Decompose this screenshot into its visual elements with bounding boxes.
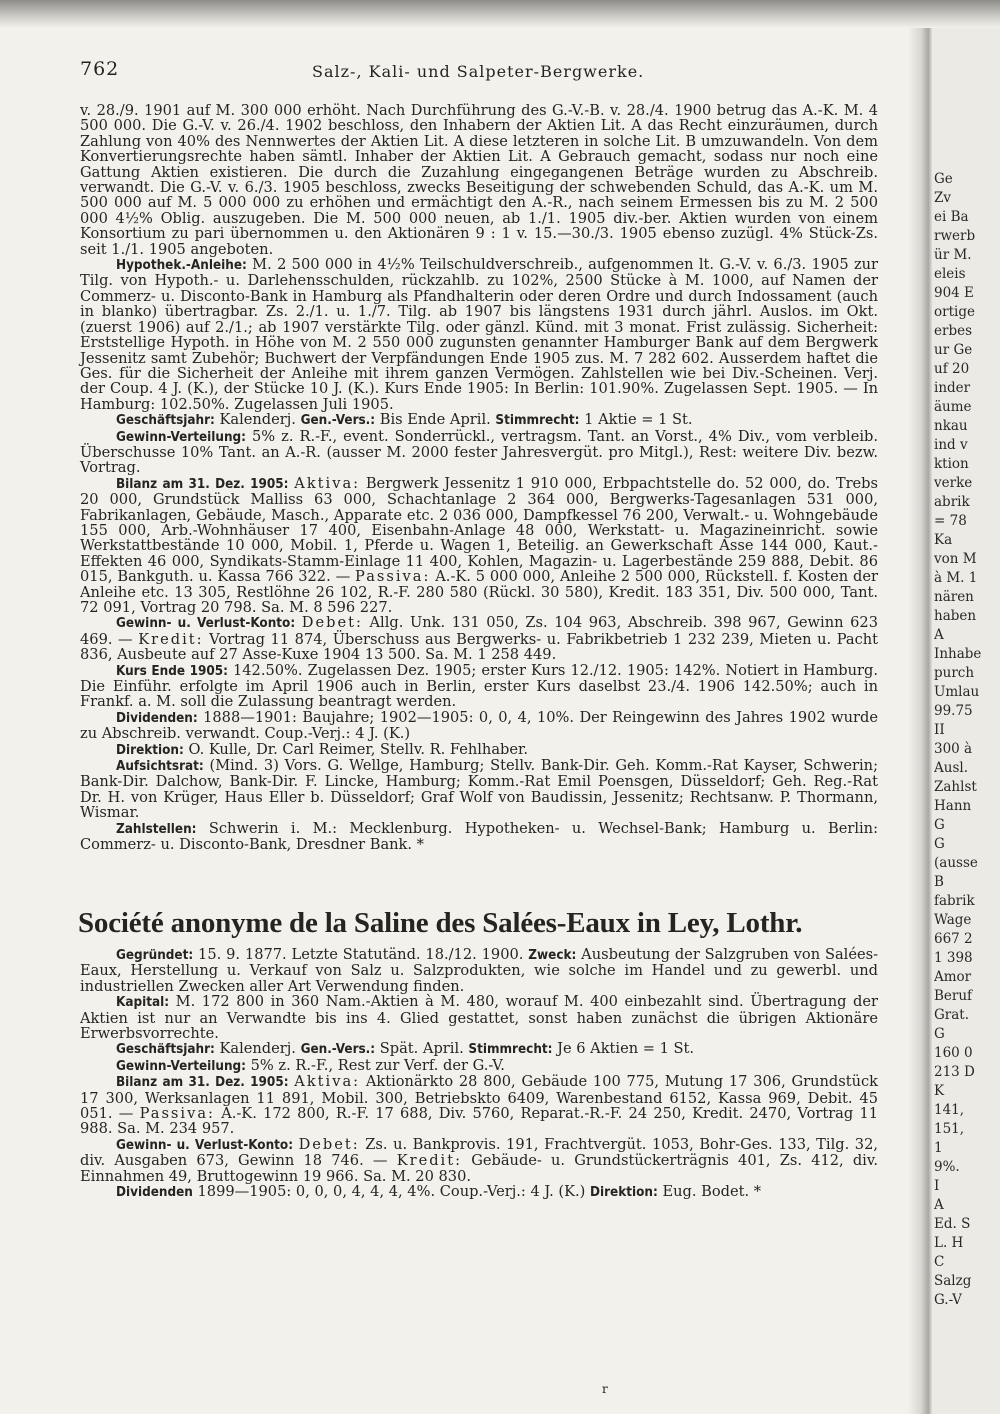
adjacent-fragment: haben <box>934 608 977 624</box>
bilanz-passiva: A.-K. 5 000 000, Anleihe 2 500 000, Rückstell. f. Kosten der Anleihe etc. 13 305, Restlöhne 26 102, R.-F. 280 580 (Rückl. 30 580), Kredit. 183 351, Div. 500 000, Tant. 72 091, Vortrag 20 798. Sa. M. 8 596 227. <box>80 568 879 616</box>
adjacent-fragment: nkau <box>934 418 968 434</box>
meeting-info-line <box>80 412 878 428</box>
section-label: Direktion: <box>589 1185 658 1201</box>
section-label: Geschäftsjahr: <box>116 1042 215 1058</box>
guv-debet: Allg. Unk. 131 050, Zs. 104 963, Abschreib. 398 967, Gewinn 623 469. — <box>80 614 878 648</box>
adjacent-fragment: nären <box>934 589 974 605</box>
adjacent-fragment: inder <box>934 380 971 396</box>
section-label: Bilanz am 31. Dez. 1905: <box>116 1075 289 1091</box>
section-label: Geschäftsjahr: <box>116 413 215 429</box>
kapital-section <box>80 994 878 1041</box>
zahlstellen-section <box>80 821 878 853</box>
adjacent-page-fragments <box>934 170 1000 1414</box>
bilanz-section <box>80 1074 878 1137</box>
adjacent-fragment: eleis <box>934 266 966 282</box>
section-text: Ausbeutung der Salzgruben von Salées-Eaux, Herstellung u. Verkauf von Salz u. Salzprodukten, wie solche im Handel und zu gewerbl. und industriellen Zwecken aller Art Verwendung finden. <box>80 946 879 995</box>
adjacent-fragment: C <box>934 1254 945 1270</box>
adjacent-fragment: rwerb <box>934 228 976 244</box>
adjacent-fragment: Beruf <box>934 988 973 1004</box>
section-label: Gewinn- u. Verlust-Konto: <box>116 1137 294 1153</box>
adjacent-fragment: ür M. <box>934 247 972 263</box>
running-title: Salz-, Kali- und Salpeter-Bergwerke. <box>312 62 645 81</box>
adjacent-fragment: Ge <box>934 171 953 187</box>
adjacent-fragment: A <box>934 1197 944 1213</box>
adjacent-fragment: 904 E <box>934 285 974 301</box>
adjacent-fragment: 160 0 <box>934 1045 973 1061</box>
direktion-section <box>80 742 878 758</box>
kredit-label: Kredit: <box>396 1152 463 1170</box>
section-label: Stimmrecht: <box>495 413 580 429</box>
section-label: Zahlstellen: <box>116 821 197 837</box>
adjacent-fragment: Ausl. <box>934 760 968 776</box>
adjacent-fragment: I <box>934 1178 940 1194</box>
adjacent-fragment: = 78 <box>934 513 967 529</box>
adjacent-fragment: 141, <box>934 1102 965 1118</box>
section-text: M. 172 800 in 360 Nam.-Aktien à M. 480, worauf M. 400 einbezahlt sind. Übertragung der Aktien ist nur an Verwandte bis ins 4. Glied gestattet, sonst haben zunächst die übrigen Aktionäre Erwerbsvorrechte. <box>80 993 878 1043</box>
adjacent-fragment: 9%. <box>934 1159 960 1175</box>
section-text: 5% z. R.-F., event. Sonderrückl., vertragsm. Tant. an Vorst., 4% Div., vom verbleib. Überschusse 10% Tant. an A.-R. (ausser M. 2000 fester Jahresvergüt. pro Mitgl.), Rest: weitere Div. bezw. Vortrag. <box>80 427 878 477</box>
adjacent-fragment: L. H <box>934 1235 964 1251</box>
adjacent-fragment: II <box>934 722 945 738</box>
adjacent-fragment: A <box>934 627 944 643</box>
debet-label: Debet: <box>298 1135 360 1153</box>
adjacent-fragment: Hann <box>934 798 972 814</box>
adjacent-fragment: abrik <box>934 494 970 510</box>
debet-label: Debet: <box>301 614 363 632</box>
section-text: Kalenderj. <box>219 1040 296 1058</box>
page-gutter-shadow <box>908 0 932 1414</box>
adjacent-fragment: G.-V <box>934 1292 962 1308</box>
adjacent-fragment: Amor <box>934 969 972 985</box>
section-text: (Mind. 3) Vors. G. Wellge, Hamburg; Stellv. Bank-Dir. Geh. Komm.-Rat Kayser, Schwerin; Bank-Dir. Dalchow, Bank-Dir. F. Lincke, Hamburg; Komm.-Rat Emil Poensgen, Düsseldorf; Geh. Reg.-Rat Dr. H. von Krüger, Haus Eller b. Düsseldorf; Graf Wolf von Baudissin, Jessenitz; Rechtsanw. P. Thormann, Wismar. <box>80 757 878 822</box>
section-label: Gen.-Vers.: <box>300 1042 376 1058</box>
adjacent-fragment: 151, <box>934 1121 965 1137</box>
adjacent-fragment: 667 2 <box>934 931 973 947</box>
company-title: Société anonyme de la Saline des Salées-Eaux in Ley, Lothr. <box>78 907 803 939</box>
adjacent-fragment: äume <box>934 399 972 415</box>
adjacent-fragment: 1 398 <box>934 950 973 966</box>
gewinn-verlust-section <box>80 615 878 662</box>
section-text: M. 2 500 000 in 4½% Teilschuldverschreib., aufgenommen lt. G.-V. v. 6./3. 1905 zur Tilg. von Hypoth.- u. Darlehensschulden, rückzahlb. zu 102%, 2500 Stücke à M. 1000, auf Namen der Commerz- u. Disconto-Bank in Hamburg als Pfandhalterin oder deren Ordre und durch Indossament (auch in blanko) übertragbar. Zs. 2./1. u. 1./7. Tilg. ab 1907 bis längstens 1931 durch jährl. Auslos. im Okt. (zuerst 1906) auf 2./1.; ab 1907 verstärkte Tilg. oder gänzl. Künd. mit 3 monat. Frist zulässig. Sicherheit: Erststellige Hypoth. in Höhe von M. 2 550 000 zugunsten genannter Hamburger Bank auf dem Bergwerk Jessenitz samt Zubehör; Buchwert der Verpfändungen Ende 1905 zus. M. 7 282 602. Ausserdem haftet die Ges. für die Sicherheit der Anleihe mit ihrem ganzen Vermögen. Zahlstellen wie bei Div.-Scheinen. Verj. der Coup. 4 J. (K.), der Stücke 10 J. (K.). Kurs Ende 1905: In Berlin: 101.90%. Zugelassen Sept. 1905. — In Hamburg: 102.50%. Zugelassen Juli 1905. <box>80 256 879 413</box>
adjacent-fragment: uf 20 <box>934 361 970 377</box>
passiva-label: Passiva: <box>355 568 431 586</box>
adjacent-fragment: 99.75 <box>934 703 973 719</box>
section-label: Kurs Ende 1905: <box>116 663 228 679</box>
dividenden-direktion-section <box>80 1184 878 1200</box>
page-mark: r <box>602 1382 608 1396</box>
intro-paragraph: v. 28./9. 1901 auf M. 300 000 erhöht. Nach Durchführung des G.-V.-B. v. 28./4. 1900 betrug das A.-K. M. 4 500 000. Die G.-V. v. 26./4. 1902 beschloss, den Inhabern der Aktien Lit. A das Recht einzuräumen, durch Zahlung von 40% des Nennwertes der Aktien Lit. A diese letzteren in solche Lit. B umzuwandeln. Von dem Konvertierungsrechte haben sämtl. Inhaber der Aktien Lit. A Gebrauch gemacht, sodass nur noch eine Gattung Aktien existieren. Die durch die Zuzahlung eingegangenen Beträge wurden zu Abschreib. verwandt. Die G.-V. v. 6./3. 1905 beschloss, zwecks Beseitigung der schwebenden Schuld, das A.-K. um M. 500 000 auf M. 5 000 000 zu erhöhen und ermächtigt den A.-R., nach seinem Ermessen bis zu M. 2 500 000 4½% Oblig. auszugeben. Die M. 500 000 neuen, ab 1./1. 1905 div.-ber. Aktien wurden von einem Konsortium zu pari übernommen u. den Aktionären 9 : 1 v. 15.—30./3. 1905 ebenso zuzügl. 4% Stück-Zs. seit 1./1. 1905 angeboten. <box>80 102 878 258</box>
adjacent-fragment: verke <box>934 475 973 491</box>
section-text: O. Kulle, Dr. Carl Reimer, Stellv. R. Fehlhaber. <box>188 740 529 758</box>
section-label: Kapital: <box>116 995 170 1011</box>
adjacent-fragment: ktion <box>934 456 969 472</box>
section-label: Direktion: <box>116 742 184 758</box>
dividenden-section <box>80 710 878 742</box>
gewinn-verlust-section <box>80 1137 878 1184</box>
section-text: 1899—1905: 0, 0, 0, 4, 4, 4, 4%. Coup.-Verj.: 4 J. (K.) <box>197 1183 586 1201</box>
section-text: Spät. April. <box>379 1040 464 1058</box>
passiva-label: Passiva: <box>139 1105 215 1123</box>
section-label: Dividenden: <box>116 710 198 726</box>
aufsichtsrat-section <box>80 758 878 821</box>
adjacent-fragment: 213 D <box>934 1064 975 1080</box>
kurs-section <box>80 663 878 710</box>
adjacent-fragment: (ausse <box>934 855 978 871</box>
section-text: Je 6 Aktien = 1 St. <box>557 1040 695 1058</box>
guv-kredit: Gebäude- u. Grundstückerträgnis 401, Zs. 412, div. Einnahmen 49, Bruttogewinn 19 966. Sa. M. 20 830. <box>80 1152 879 1185</box>
bilanz-section <box>80 476 878 616</box>
adjacent-fragment: Ka <box>934 532 953 548</box>
adjacent-fragment: ind v <box>934 437 968 453</box>
adjacent-fragment: ortige <box>934 304 975 320</box>
section-text: Eug. Bodet. * <box>662 1183 762 1201</box>
aktiva-label: Aktiva: <box>294 474 361 492</box>
adjacent-fragment: purch <box>934 665 975 681</box>
section-text: 5% z. R.-F., Rest zur Verf. der G.-V. <box>250 1056 505 1074</box>
gegruendet-zweck-section <box>80 947 878 994</box>
adjacent-fragment: G <box>934 817 945 833</box>
adjacent-fragment: G <box>934 836 945 852</box>
section-label: Gen.-Vers.: <box>300 413 376 429</box>
guv-debet: Zs. u. Bankprovis. 191, Frachtvergüt. 1053, Bohr-Ges. 133, Tilg. 32, div. Ausgaben 673, Gewinn 18 746. — <box>80 1135 879 1170</box>
hypothek-anleihe-section <box>80 257 878 412</box>
adjacent-fragment: B <box>934 874 944 890</box>
adjacent-fragment: K <box>934 1083 945 1099</box>
first-company-entry <box>80 103 878 893</box>
section-text: 1 Aktie = 1 St. <box>584 411 693 429</box>
page-number: 762 <box>80 58 120 80</box>
section-text: 1888—1901: Baujahre; 1902—1905: 0, 0, 4, 10%. Der Reingewinn des Jahres 1902 wurde zu Abschreib. verwandt. Coup.-Verj.: 4 J. (K.) <box>80 708 878 743</box>
second-company-entry <box>80 947 878 1367</box>
adjacent-fragment: Salzg <box>934 1273 972 1289</box>
adjacent-fragment: Zahlst <box>934 779 977 795</box>
aktiva-label: Aktiva: <box>294 1073 361 1091</box>
adjacent-fragment: ur Ge <box>934 342 973 358</box>
adjacent-fragment: 1 <box>934 1140 943 1156</box>
section-text: 142.50%. Zugelassen Dez. 1905; erster Kurs 12./12. 1905: 142%. Notiert in Hamburg. Die Einführ. erfolgte im April 1906 auch in Berlin, erster Kurs daselbst 23./4. 1906 142.50%; auch in Frankf. a. M. soll die Zulassung beantragt werden. <box>80 661 878 711</box>
adjacent-fragment: erbes <box>934 323 973 339</box>
adjacent-fragment: ei Ba <box>934 209 969 225</box>
adjacent-fragment: Zv <box>934 190 952 206</box>
section-text: Schwerin i. M.: Mecklenburg. Hypotheken- u. Wechsel-Bank; Hamburg u. Berlin: Commerz- u. Disconto-Bank, Dresdner Bank. * <box>80 819 878 854</box>
section-label: Gewinn- u. Verlust-Konto: <box>116 616 296 632</box>
section-label: Gewinn-Verteilung: <box>116 429 246 445</box>
meeting-info-line <box>80 1041 878 1057</box>
adjacent-fragment: von M <box>934 551 977 567</box>
adjacent-fragment: à M. 1 <box>934 570 978 586</box>
section-label: Aufsichtsrat: <box>116 759 204 775</box>
section-label: Stimmrecht: <box>468 1042 553 1058</box>
section-label: Hypothek.-Anleihe: <box>116 258 247 274</box>
adjacent-fragment: Umlau <box>934 684 980 700</box>
adjacent-fragment: 300 à <box>934 741 973 757</box>
bilanz-aktiva: Bergwerk Jessenitz 1 910 000, Erbpachtstelle do. 52 000, do. Trebs 20 000, Grundstück Malliss 63 000, Schachtanlage 2 364 000, Bergwerks-Tagesanlagen 531 000, Fabrikanlagen, Gebäude, Masch., Apparate etc. 2 036 000, Dampfkessel 76 200, Verwalt.- u. Wohngebäude 155 000, Arb.-Wohnhäuser 17 400, Eisenbahn-Anlage 48 000, Werkstatt- u. Magazineinricht. sowie Werkstattbestände 10 000, Mobil. 1, Pferde u. Wagen 1, Beteilig. an Gewerkschaft Asse 144 000, Kaut.-Effekten 46 000, Syndikats-Stamm-Einlage 11 400, Kohlen, Magazin- u. Lagerbestände 259 888, Debit. 86 015, Bankguth. u. Kassa 766 322. — <box>80 474 879 586</box>
adjacent-fragment: Ed. S <box>934 1216 971 1232</box>
adjacent-fragment: Wage <box>934 912 972 928</box>
guv-kredit: Vortrag 11 874, Überschuss aus Bergwerks- u. Fabrikbetrieb 1 232 239, Mieten u. Pacht 836, Ausbeute auf 27 Asse-Kuxe 1904 13 500. Sa. M. 1 258 449. <box>80 630 879 664</box>
section-label: Dividenden <box>116 1185 193 1201</box>
bilanz-aktiva: Aktionärkto 28 800, Gebäude 100 775, Mutung 17 306, Grundstück 17 300, Werksanlagen 11 891, Mobil. 300, Betriebskto 6409, Warenbestand 6152, Kassa 969, Debit. 45 051. — <box>80 1073 879 1123</box>
section-label: Gegründet: <box>116 948 194 963</box>
section-label: Gewinn-Verteilung: <box>116 1058 246 1074</box>
gewinn-verteilung-section <box>80 429 878 476</box>
section-text: 15. 9. 1877. Letzte Statutänd. 18./12. 1900. <box>198 946 524 963</box>
adjacent-fragment: fabrik <box>934 893 975 909</box>
adjacent-fragment: Grat. <box>934 1007 970 1023</box>
section-text: Kalenderj. <box>219 411 296 429</box>
section-label: Bilanz am 31. Dez. 1905: <box>116 476 289 492</box>
adjacent-fragment: Inhabe <box>934 646 982 662</box>
bilanz-passiva: A.-K. 172 800, R.-F. 17 688, Div. 5760, Reparat.-R.-F. 24 250, Kredit. 2470, Vortrag 11 988. Sa. M. 234 957. <box>80 1105 879 1138</box>
kredit-label: Kredit: <box>138 630 204 648</box>
section-label: Zweck: <box>528 948 577 963</box>
section-text: Bis Ende April. <box>379 411 491 429</box>
gewinn-verteilung-section <box>80 1058 878 1074</box>
adjacent-fragment: G <box>934 1026 945 1042</box>
